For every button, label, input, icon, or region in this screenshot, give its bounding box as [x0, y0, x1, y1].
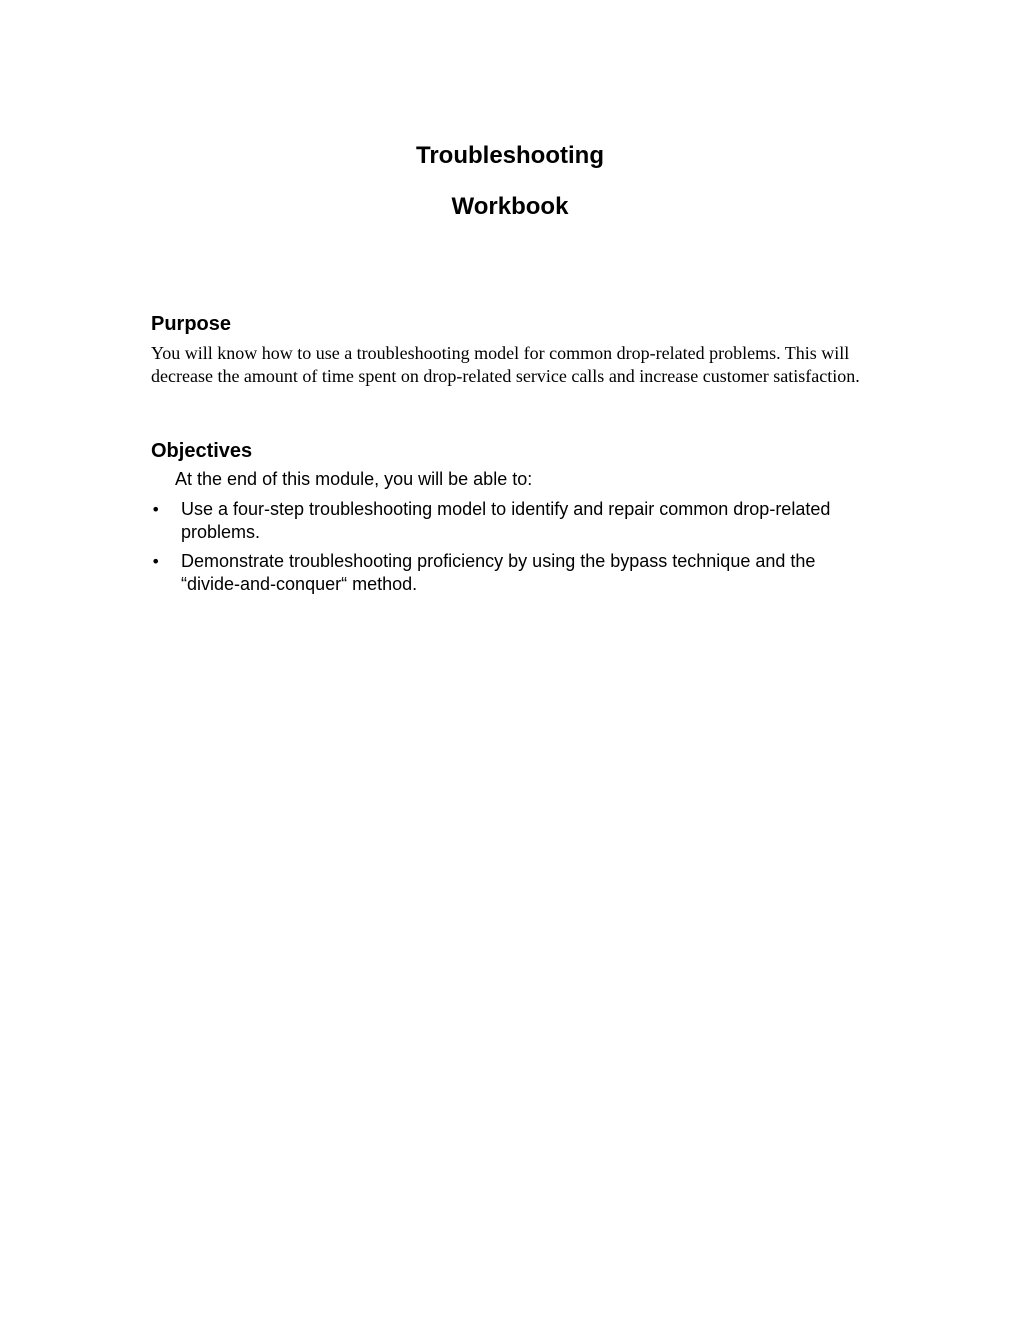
- objectives-intro: At the end of this module, you will be able to:: [175, 469, 533, 489]
- purpose-paragraph: You will know how to use a troubleshooting model for common drop-related problems. This will decrease the amount of time spent on drop-related service calls and increase customer satisfaction.: [151, 343, 860, 386]
- bullet-icon: •: [151, 552, 161, 571]
- list-item-text: Use a four-step troubleshooting model to identify and repair common drop-related problems.: [181, 499, 831, 542]
- objectives-list: [151, 498, 871, 602]
- document-subtitle: Workbook: [451, 193, 569, 220]
- objectives-heading: Objectives: [151, 440, 253, 462]
- list-item: [151, 550, 871, 596]
- list-item-text: Demonstrate troubleshooting proficiency by using the bypass technique and the “divide-and-conquer“ method.: [181, 551, 816, 594]
- document-title: Troubleshooting: [416, 142, 604, 169]
- purpose-heading: Purpose: [151, 313, 232, 335]
- bullet-icon: •: [151, 500, 161, 519]
- list-item: [151, 498, 871, 544]
